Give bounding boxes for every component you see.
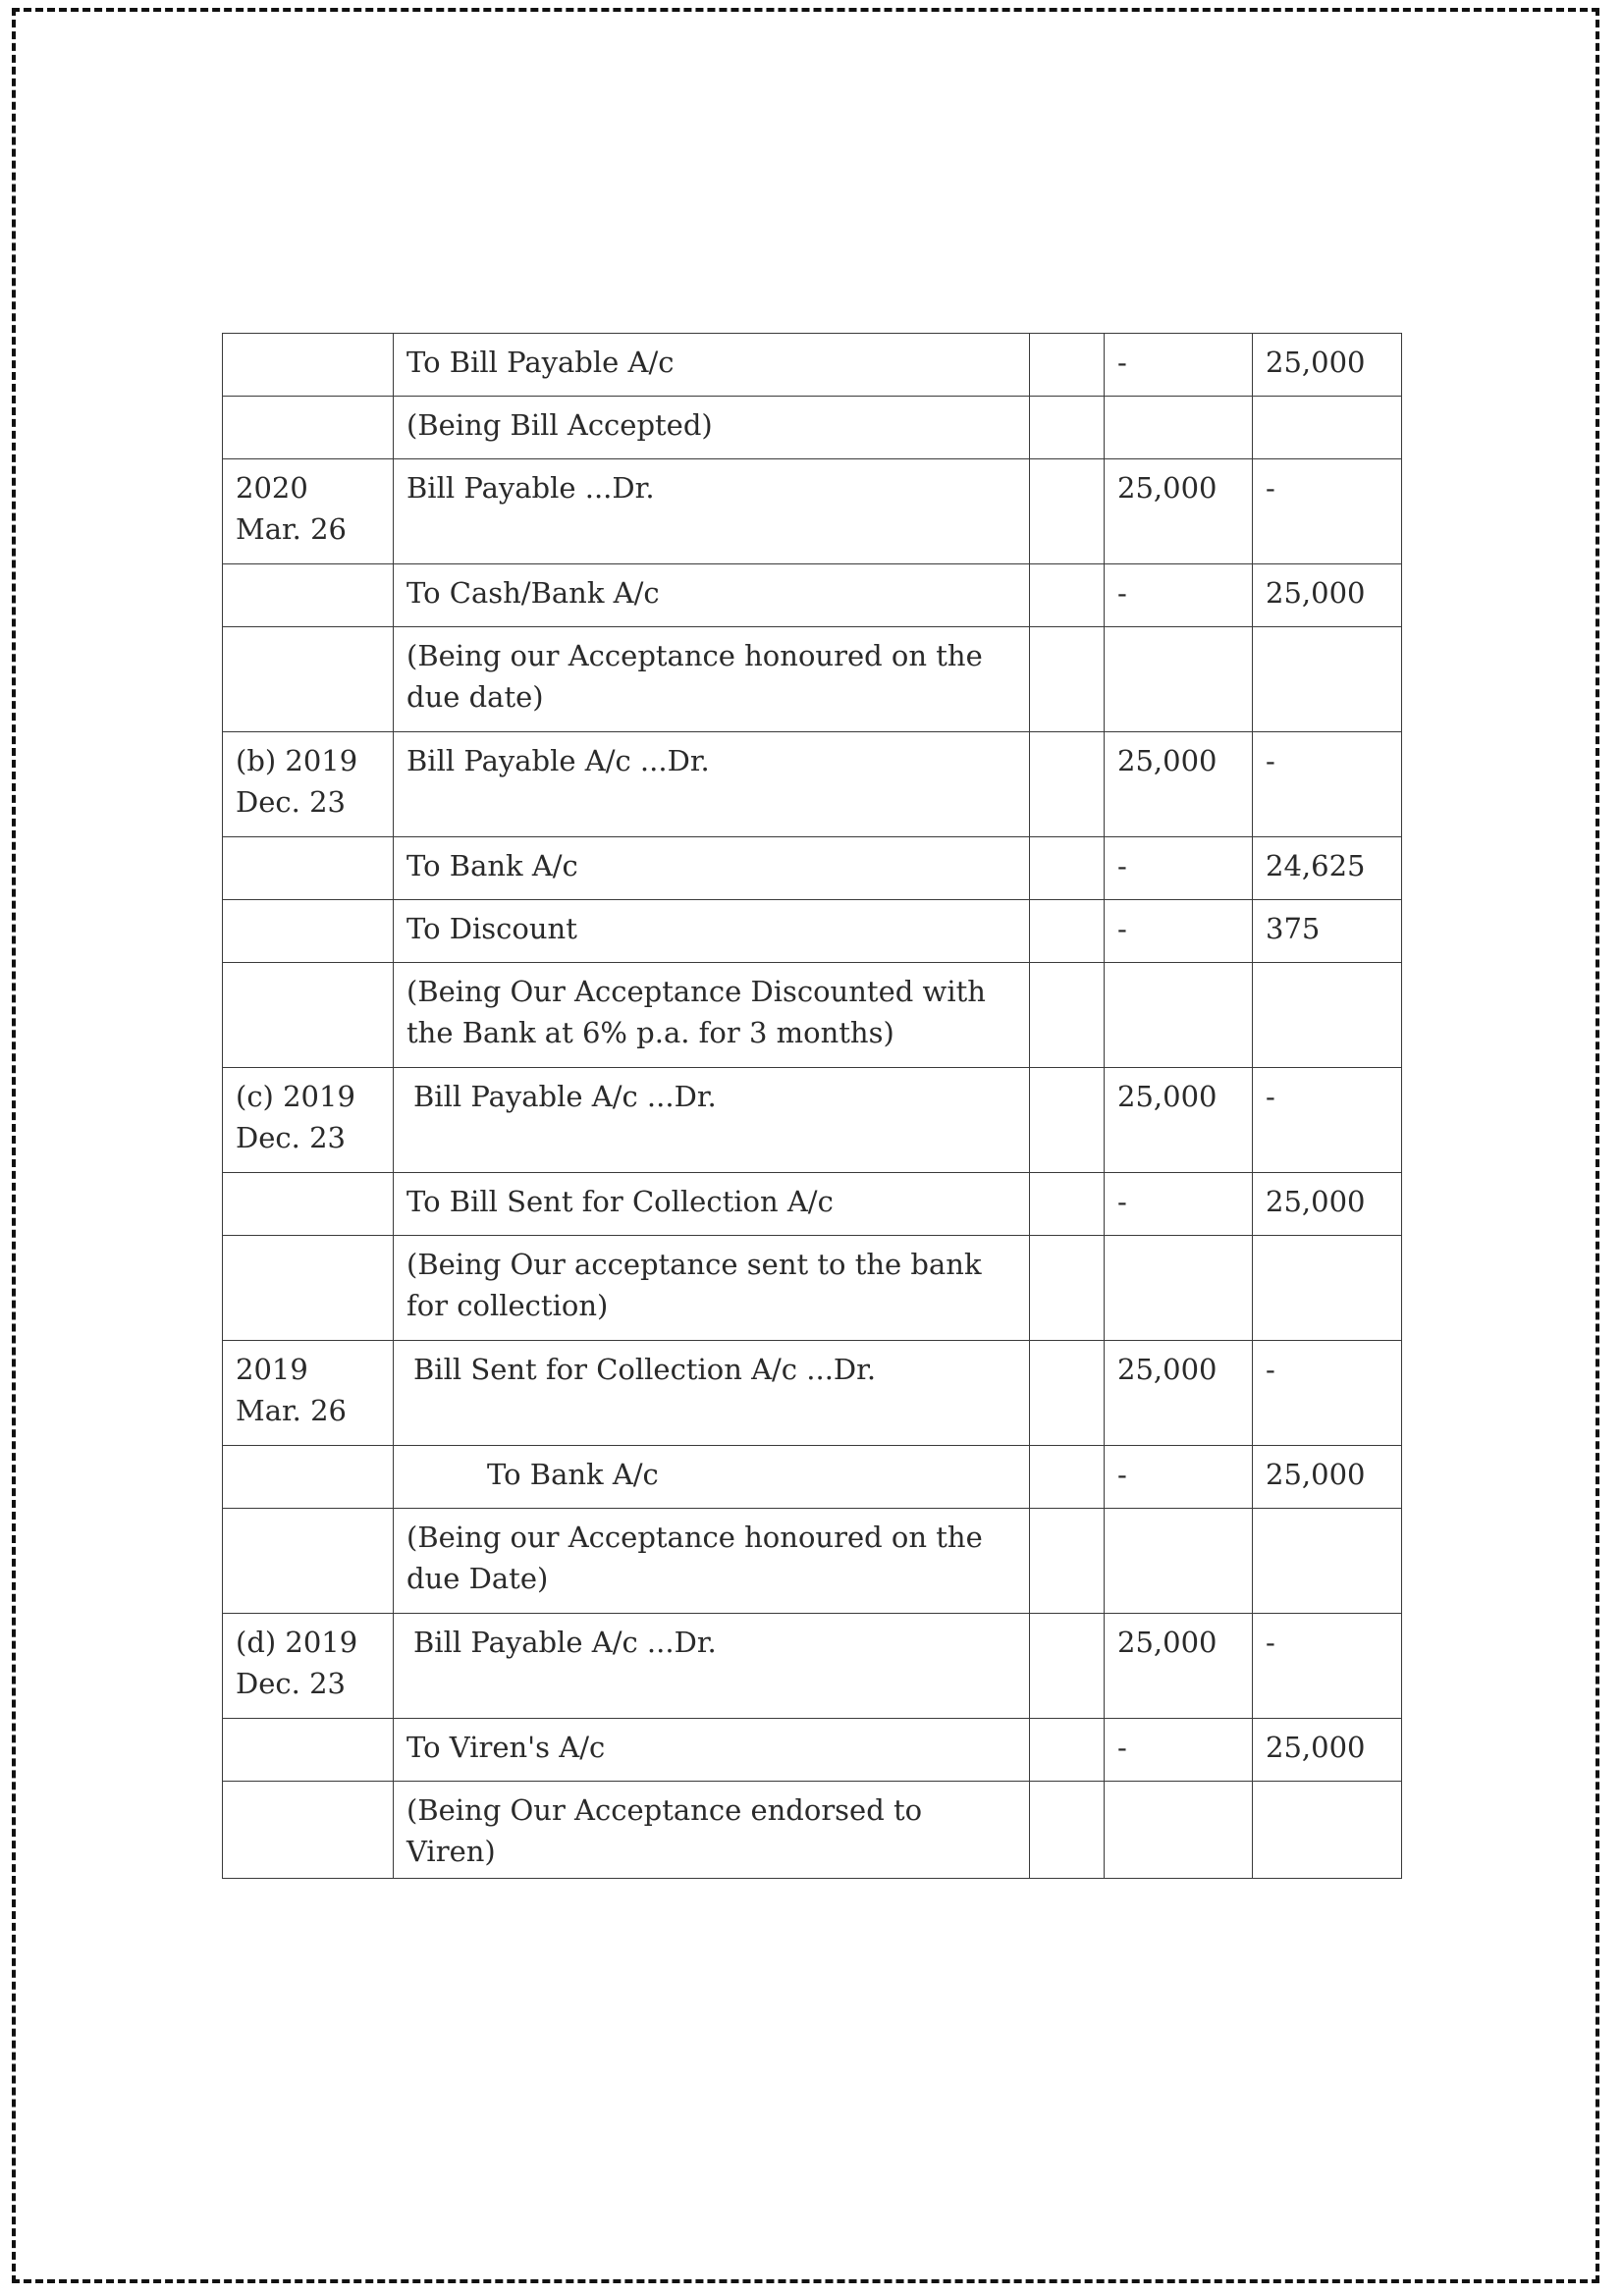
credit-cell: - bbox=[1253, 1341, 1402, 1446]
lf-cell bbox=[1030, 1068, 1105, 1173]
credit-cell: - bbox=[1253, 732, 1402, 837]
table-row bbox=[223, 1446, 1402, 1509]
table-row bbox=[223, 334, 1402, 397]
lf-cell bbox=[1030, 1509, 1105, 1614]
debit-cell: - bbox=[1105, 1719, 1253, 1782]
particulars-cell: (Being our Acceptance honoured on the due date) bbox=[394, 627, 1030, 732]
table-row bbox=[223, 459, 1402, 564]
debit-cell bbox=[1105, 1782, 1253, 1879]
lf-cell bbox=[1030, 627, 1105, 732]
particulars-cell: (Being Our acceptance sent to the bank for collection) bbox=[394, 1236, 1030, 1341]
date-cell: 2019 Mar. 26 bbox=[223, 1341, 394, 1446]
particulars-cell: To Bill Payable A/c bbox=[394, 334, 1030, 397]
table-row bbox=[223, 1614, 1402, 1719]
particulars-cell: To Bill Sent for Collection A/c bbox=[394, 1173, 1030, 1236]
lf-cell bbox=[1030, 1236, 1105, 1341]
table-row bbox=[223, 732, 1402, 837]
credit-cell bbox=[1253, 397, 1402, 459]
date-cell bbox=[223, 1782, 394, 1879]
credit-cell: - bbox=[1253, 1614, 1402, 1719]
date-cell bbox=[223, 334, 394, 397]
lf-cell bbox=[1030, 732, 1105, 837]
lf-cell bbox=[1030, 1782, 1105, 1879]
journal-entries-table bbox=[222, 333, 1402, 1879]
date-cell bbox=[223, 837, 394, 900]
credit-cell: 25,000 bbox=[1253, 1719, 1402, 1782]
table-row bbox=[223, 837, 1402, 900]
particulars-cell: Bill Payable ...Dr. bbox=[394, 459, 1030, 564]
lf-cell bbox=[1030, 1614, 1105, 1719]
debit-cell bbox=[1105, 627, 1253, 732]
table-row bbox=[223, 564, 1402, 627]
debit-cell: - bbox=[1105, 900, 1253, 963]
debit-cell bbox=[1105, 963, 1253, 1068]
date-cell bbox=[223, 1236, 394, 1341]
lf-cell bbox=[1030, 837, 1105, 900]
table-row bbox=[223, 1236, 1402, 1341]
particulars-cell: (Being Bill Accepted) bbox=[394, 397, 1030, 459]
table-row bbox=[223, 1509, 1402, 1614]
table-row bbox=[223, 1068, 1402, 1173]
debit-cell: - bbox=[1105, 1173, 1253, 1236]
particulars-cell: (Being our Acceptance honoured on the due Date) bbox=[394, 1509, 1030, 1614]
credit-cell: - bbox=[1253, 1068, 1402, 1173]
debit-cell bbox=[1105, 1236, 1253, 1341]
credit-cell: 375 bbox=[1253, 900, 1402, 963]
date-cell bbox=[223, 963, 394, 1068]
particulars-cell: To Viren's A/c bbox=[394, 1719, 1030, 1782]
credit-cell bbox=[1253, 1509, 1402, 1614]
table-row bbox=[223, 1341, 1402, 1446]
credit-cell: - bbox=[1253, 459, 1402, 564]
date-cell: (c) 2019 Dec. 23 bbox=[223, 1068, 394, 1173]
date-cell bbox=[223, 900, 394, 963]
debit-cell: 25,000 bbox=[1105, 459, 1253, 564]
credit-cell: 25,000 bbox=[1253, 1173, 1402, 1236]
debit-cell: - bbox=[1105, 837, 1253, 900]
lf-cell bbox=[1030, 900, 1105, 963]
particulars-cell: Bill Payable A/c ...Dr. bbox=[394, 1068, 1030, 1173]
credit-cell: 24,625 bbox=[1253, 837, 1402, 900]
debit-cell: 25,000 bbox=[1105, 732, 1253, 837]
debit-cell: - bbox=[1105, 1446, 1253, 1509]
table-row bbox=[223, 963, 1402, 1068]
date-cell: (d) 2019 Dec. 23 bbox=[223, 1614, 394, 1719]
credit-cell: 25,000 bbox=[1253, 1446, 1402, 1509]
date-cell bbox=[223, 397, 394, 459]
table-row bbox=[223, 1782, 1402, 1879]
credit-cell bbox=[1253, 963, 1402, 1068]
date-cell bbox=[223, 1719, 394, 1782]
particulars-cell: Bill Payable A/c ...Dr. bbox=[394, 732, 1030, 837]
table-row bbox=[223, 627, 1402, 732]
date-cell bbox=[223, 564, 394, 627]
date-cell bbox=[223, 1509, 394, 1614]
table-row bbox=[223, 397, 1402, 459]
debit-cell: 25,000 bbox=[1105, 1068, 1253, 1173]
lf-cell bbox=[1030, 1341, 1105, 1446]
particulars-cell: (Being Our Acceptance endorsed to Viren) bbox=[394, 1782, 1030, 1879]
particulars-cell: Bill Payable A/c ...Dr. bbox=[394, 1614, 1030, 1719]
table-row bbox=[223, 1719, 1402, 1782]
particulars-cell: To Bank A/c bbox=[394, 837, 1030, 900]
debit-cell bbox=[1105, 397, 1253, 459]
credit-cell bbox=[1253, 1782, 1402, 1879]
particulars-cell: To Bank A/c bbox=[394, 1446, 1030, 1509]
particulars-cell: To Cash/Bank A/c bbox=[394, 564, 1030, 627]
date-cell bbox=[223, 1173, 394, 1236]
date-cell: (b) 2019 Dec. 23 bbox=[223, 732, 394, 837]
debit-cell bbox=[1105, 1509, 1253, 1614]
particulars-cell: (Being Our Acceptance Discounted with the Bank at 6% p.a. for 3 months) bbox=[394, 963, 1030, 1068]
lf-cell bbox=[1030, 963, 1105, 1068]
date-cell bbox=[223, 1446, 394, 1509]
credit-cell bbox=[1253, 1236, 1402, 1341]
particulars-cell: Bill Sent for Collection A/c ...Dr. bbox=[394, 1341, 1030, 1446]
debit-cell: 25,000 bbox=[1105, 1341, 1253, 1446]
credit-cell bbox=[1253, 627, 1402, 732]
lf-cell bbox=[1030, 1719, 1105, 1782]
particulars-cell: To Discount bbox=[394, 900, 1030, 963]
lf-cell bbox=[1030, 564, 1105, 627]
debit-cell: - bbox=[1105, 564, 1253, 627]
date-cell bbox=[223, 627, 394, 732]
table-row bbox=[223, 1173, 1402, 1236]
credit-cell: 25,000 bbox=[1253, 564, 1402, 627]
debit-cell: - bbox=[1105, 334, 1253, 397]
credit-cell: 25,000 bbox=[1253, 334, 1402, 397]
table-row bbox=[223, 900, 1402, 963]
lf-cell bbox=[1030, 1446, 1105, 1509]
date-cell: 2020 Mar. 26 bbox=[223, 459, 394, 564]
lf-cell bbox=[1030, 1173, 1105, 1236]
debit-cell: 25,000 bbox=[1105, 1614, 1253, 1719]
lf-cell bbox=[1030, 459, 1105, 564]
lf-cell bbox=[1030, 397, 1105, 459]
lf-cell bbox=[1030, 334, 1105, 397]
